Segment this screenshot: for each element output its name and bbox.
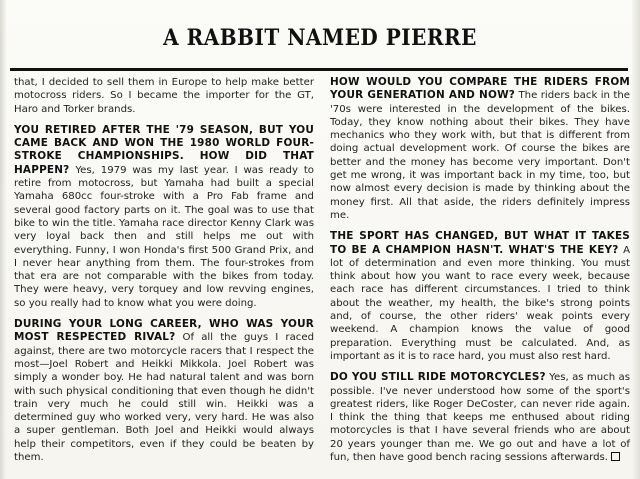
qa-generations [330,76,630,222]
qa-rival [14,318,314,464]
intro-text: that, I decided to sell them in Europe to help make better motocross riders. So I became the importer for the GT, Haro and Torker brands. [14,77,314,115]
qa-still-ride [330,371,630,464]
headline-rule [10,68,628,71]
left-column [14,76,314,472]
qa-champion [330,230,630,363]
answer-generations: The riders back in the '70s were interested in the development of the bikes. Today, they know nothing about their bikes. They have mechanics who they work with, but that is different from doing actual development work. Of course the bikes are better and the money has become very important. Don't get me wrong, it was important back in my time, too, but now almost every decision is made by thinking about the money first. All that aside, the riders definitely impress me. [330,90,631,221]
answer-still-ride: Yes, as much as possible. I've never understood how some of the sport's greatest riders, like Roger DeCoster, can never ride again. I think the thing that keeps me enthused about riding motorcycles is that I have several friends who are about 20 years younger than me. We go out and have a lot of fun, then have good bench racing sessions afterwards. [330,372,630,464]
page-edge-left [0,0,6,479]
right-column [330,76,630,472]
answer-rival: Of all the guys I raced against, there are two motorcycle racers that I respect the most—Joel Robert and Heikki Mikkola. Joel Robert was simply a wonder boy. He had natural talent and was born with such physical conditioning that even though he didn't train very much he could still win. Heikki was a determined guy who worked very, very hard. He was also a super gentleman. Both Joel and Heikki would always help their competitors, even if they could be beaten by them. [14,332,314,464]
question-generations: HOW WOULD YOU COMPARE THE RIDERS FROM YOUR GENERATION AND NOW? [330,76,630,102]
end-mark-icon [611,452,620,461]
question-still-ride: DO YOU STILL RIDE MOTORCYCLES? [330,371,546,384]
qa-retirement [14,124,314,310]
question-rival: DURING YOUR LONG CAREER, WHO WAS YOUR MOST RESPECTED RIVAL? [14,318,314,344]
question-champion: THE SPORT HAS CHANGED, BUT WHAT IT TAKES TO BE A CHAMPION HASN'T. WHAT'S THE KEY? [330,230,630,256]
article-headline: A RABBIT NAMED PIERRE [163,23,477,51]
question-retirement: YOU RETIRED AFTER THE '79 SEASON, BUT YOU CAME BACK AND WON THE 1980 WORLD FOUR-STROKE CHAMPIONSHIPS. HOW DID THAT HAPPEN? [14,123,314,176]
intro-paragraph [14,76,314,116]
answer-champion: A lot of determination and even more thinking. You must think about how you want to race every week, because each race has different circumstances. I tried to think about the weather, my health, the bike's strong points and, of course, the other riders' weak points every weekend. A champion knows the value of good preparation. Everything must be calculated. And, as important as it is to race hard, you must also rest hard. [330,244,631,362]
page-edge-right [632,0,640,479]
answer-retirement: Yes, 1979 was my last year. I was ready to retire from motocross, but Yamaha had built a special Yamaha 680cc four-stroke with a Pro Fab frame and several good factory parts on it. The goal was to use that bike to win the title. Yamaha race director Kenny Clark was very loyal back then and still helps me out with everything. Funny, I won Honda's first 500 Grand Prix, and I never hear anything from them. The four-strokes from that era are not comparable with the bikes from today. They were heavy, very torquey and low revving engines, so you really had to know what you were doing. [14,164,315,309]
